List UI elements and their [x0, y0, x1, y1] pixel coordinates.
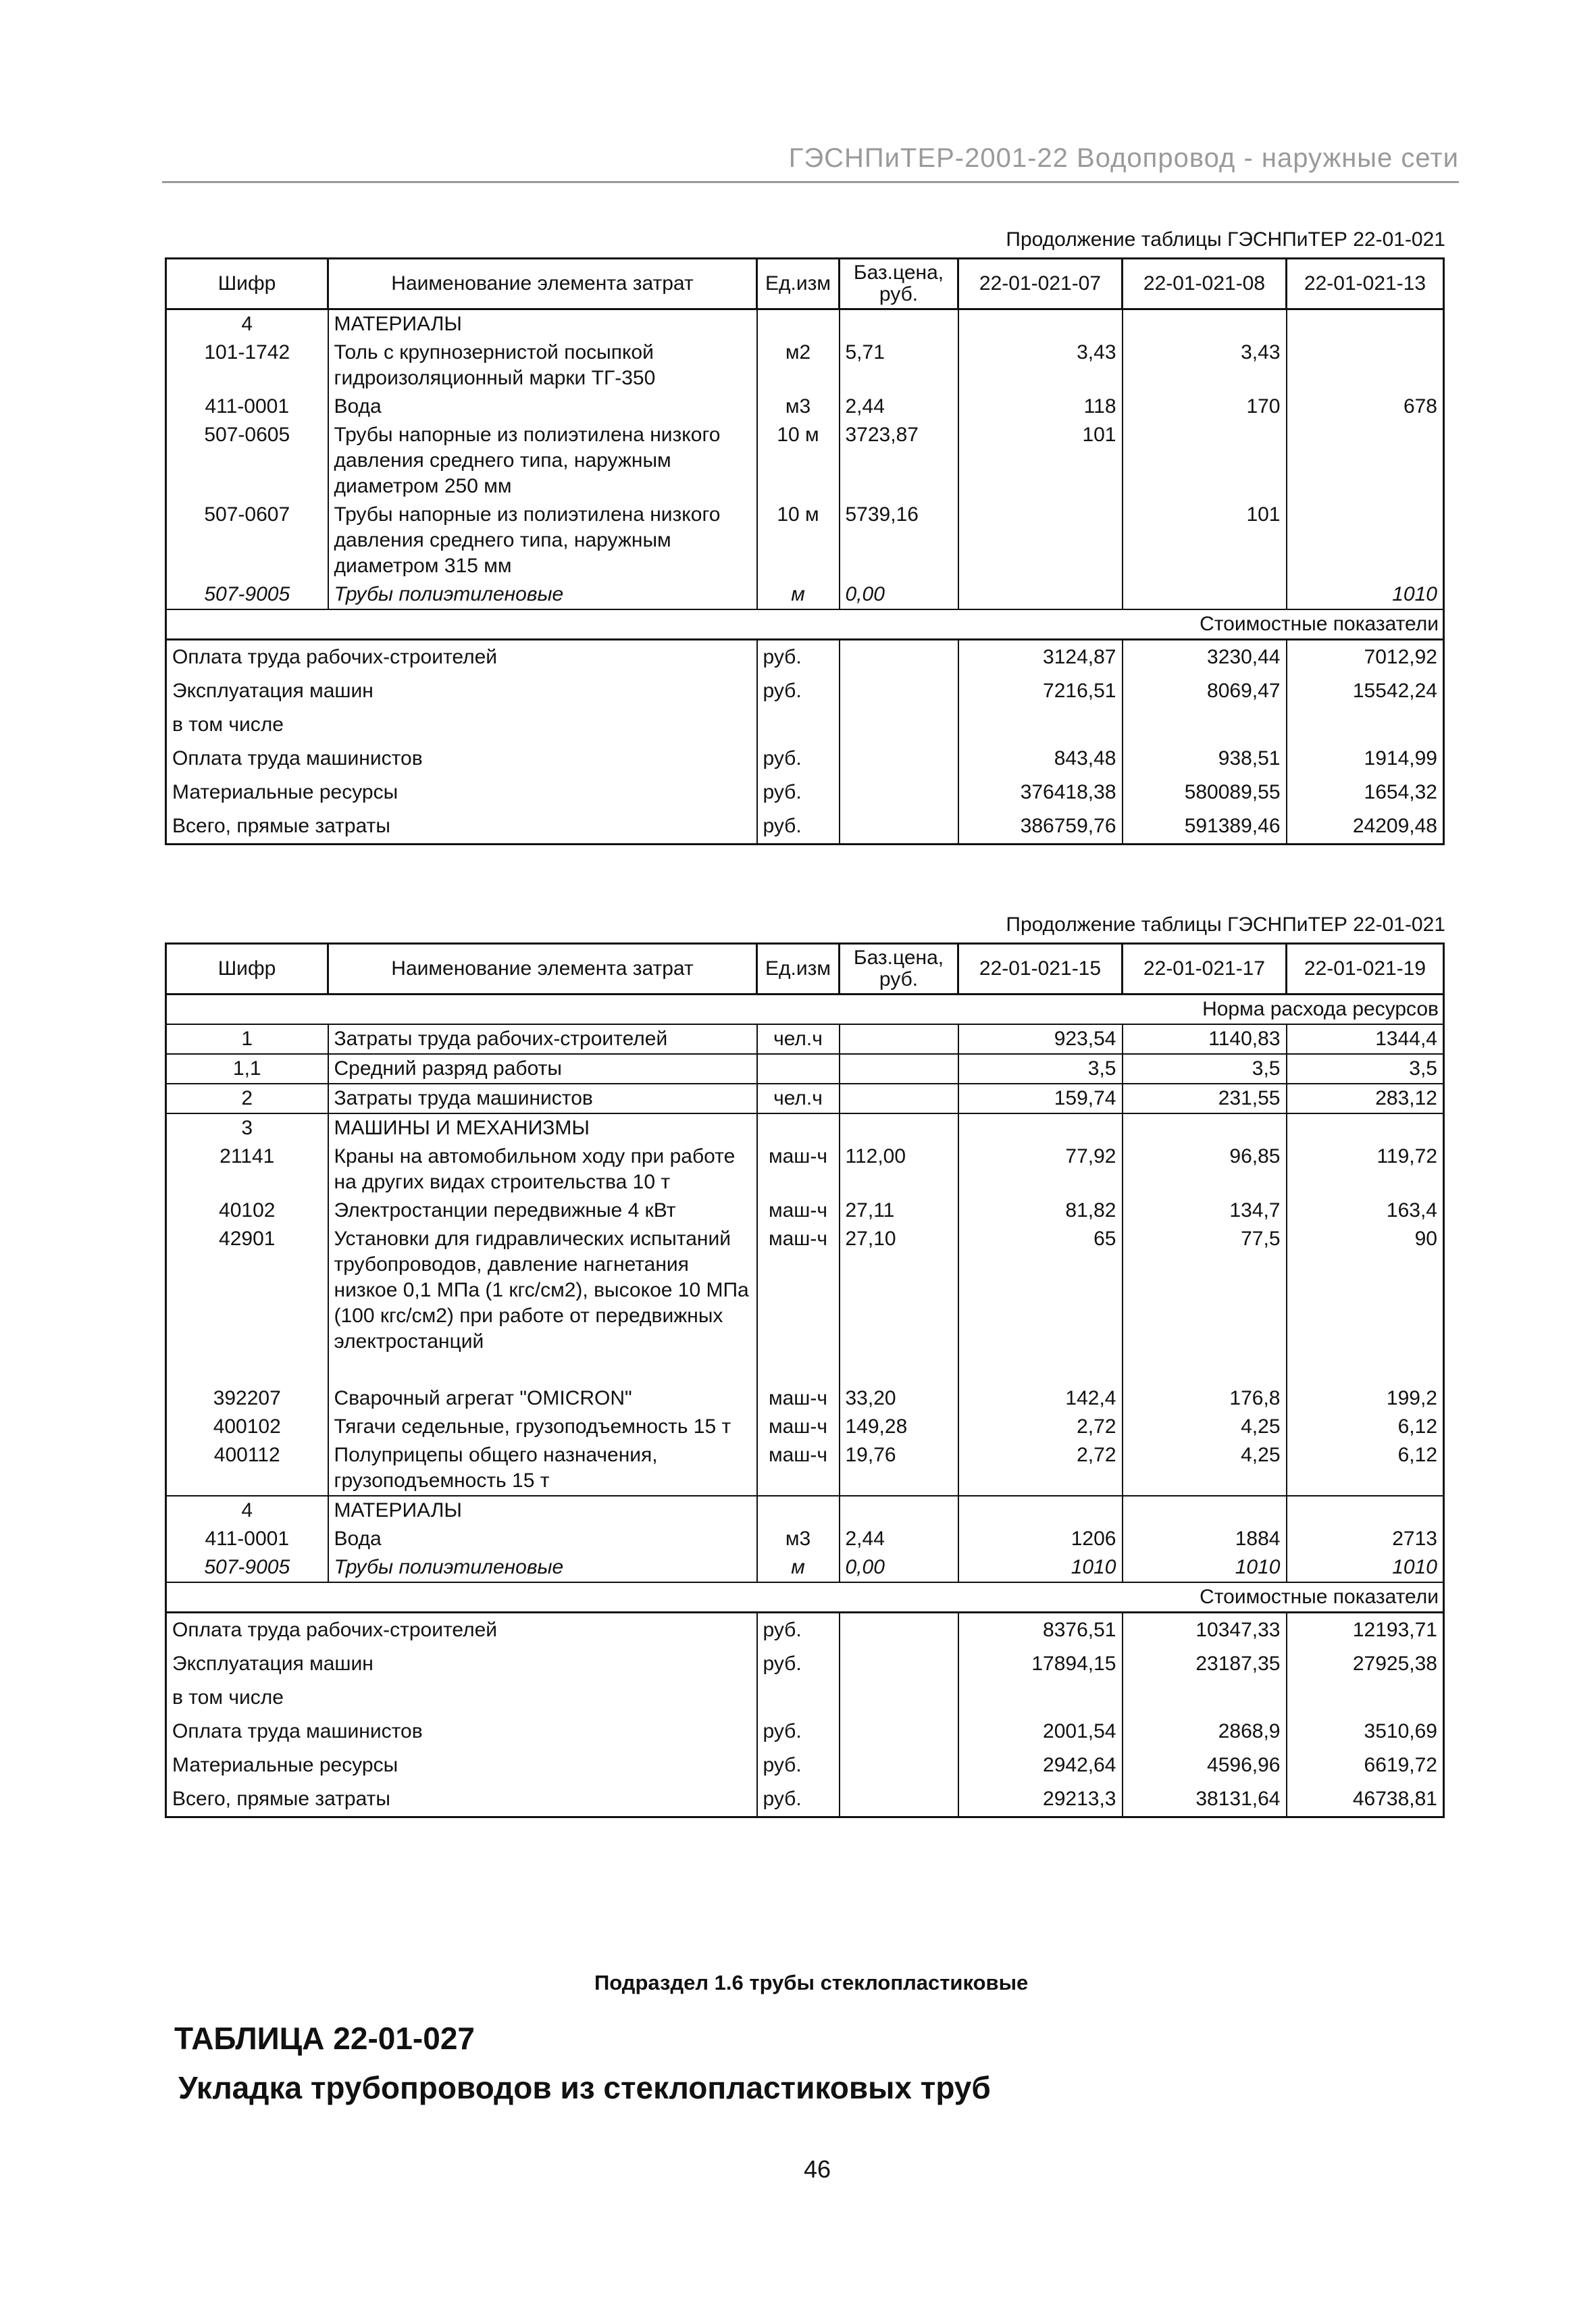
table-row: 42901 Установки для гидравлических испытаний трубопроводов, давление нагнетания низкое 0,1 МПа (1 кгс/см2), высокое 10 МПа (100 кгс/см2) при работе от передвижных электростанций маш-ч 27,10 65 77,5 90	[166, 1225, 1444, 1384]
table-row: 1 Затраты труда рабочих-строителей чел.ч 923,54 1140,83 1344,4	[166, 1024, 1444, 1054]
cost-banner: Стоимостные показатели	[166, 609, 1444, 640]
header-col-3: 22-01-021-19	[1287, 944, 1444, 995]
total-row: Оплата труда рабочих-строителей руб. 8376,51 10347,33 12193,71	[166, 1613, 1444, 1648]
section-row-materials	[166, 309, 1444, 339]
header-col-1: 22-01-021-15	[958, 944, 1123, 995]
header-col-1: 22-01-021-07	[958, 259, 1123, 309]
table1	[165, 257, 1445, 845]
header-unit: Ед.изм	[757, 944, 840, 995]
table-row: 2 Затраты труда машинистов чел.ч 159,74 231,55 283,12	[166, 1084, 1444, 1113]
table2	[165, 942, 1445, 1818]
section-row-materials	[166, 1496, 1444, 1525]
section-code: 4	[166, 309, 328, 339]
table-row: 411-0001 Вода м3 2,44 118 170 678	[166, 393, 1444, 421]
table-row: 507-9005 Трубы полиэтиленовые м 0,00 1010 1010 1010	[166, 1553, 1444, 1582]
table-row: 507-0607 Трубы напорные из полиэтилена низкого давления среднего типа, наружным диаметром 315 мм 10 м 5739,16 101	[166, 501, 1444, 580]
table2-header-row	[166, 944, 1444, 995]
header-unit: Ед.изм	[757, 259, 840, 309]
total-row: Материальные ресурсы руб. 376418,38 580089,55 1654,32	[166, 776, 1444, 809]
section-code: 3	[166, 1113, 328, 1142]
subsection-title: Подраздел 1.6 трубы стеклопластиковые	[594, 1971, 1029, 1994]
table-row: 101-1742 Толь с крупнозернистой посыпкой гидроизоляционный марки ТГ-350 м2 5,71 3,43 3,43	[166, 338, 1444, 393]
header-code: Шифр	[166, 259, 328, 309]
table-row: 400112 Полуприцепы общего назначения, грузоподъемность 15 т маш-ч 19,76 2,72 4,25 6,12	[166, 1441, 1444, 1496]
table-row: 392207 Сварочный агрегат "OMICRON" маш-ч 33,20 142,4 176,8 199,2	[166, 1384, 1444, 1413]
section-title: МАТЕРИАЛЫ	[328, 309, 757, 339]
section-row-machines	[166, 1113, 1444, 1142]
total-row: Оплата труда машинистов руб. 2001,54 2868,9 3510,69	[166, 1715, 1444, 1749]
total-row: Материальные ресурсы руб. 2942,64 4596,96 6619,72	[166, 1749, 1444, 1782]
norm-banner: Норма расхода ресурсов	[166, 995, 1444, 1025]
total-row: в том числе	[166, 708, 1444, 742]
total-row: Эксплуатация машин руб. 17894,15 23187,35 27925,38	[166, 1647, 1444, 1681]
table1-caption: Продолжение таблицы ГЭСНПиТЕР 22-01-021	[1006, 228, 1445, 251]
total-row: Всего, прямые затраты руб. 386759,76 591389,46 24209,48	[166, 809, 1444, 845]
table-row: 400102 Тягачи седельные, грузоподъемность 15 т маш-ч 149,28 2,72 4,25 6,12	[166, 1413, 1444, 1441]
total-row: Оплата труда рабочих-строителей руб. 3124,87 3230,44 7012,92	[166, 640, 1444, 675]
next-table-title: ТАБЛИЦА 22-01-027	[174, 2021, 475, 2056]
section-title: МАТЕРИАЛЫ	[328, 1496, 757, 1525]
table-row: 411-0001 Вода м3 2,44 1206 1884 2713	[166, 1525, 1444, 1553]
table2-caption: Продолжение таблицы ГЭСНПиТЕР 22-01-021	[1006, 913, 1445, 936]
total-row: Оплата труда машинистов руб. 843,48 938,51 1914,99	[166, 742, 1444, 776]
running-header: ГЭСНПиТЕР-2001-22 Водопровод - наружные сети	[788, 143, 1459, 173]
cost-banner-row	[166, 1582, 1444, 1613]
page-number: 46	[803, 2155, 831, 2183]
table1-header-row	[166, 259, 1444, 309]
next-table-subtitle: Укладка трубопроводов из стеклопластиковых труб	[178, 2070, 991, 2105]
total-row: в том числе	[166, 1681, 1444, 1715]
total-row: Эксплуатация машин руб. 7216,51 8069,47 15542,24	[166, 674, 1444, 708]
header-code: Шифр	[166, 944, 328, 995]
table-row: 507-0605 Трубы напорные из полиэтилена низкого давления среднего типа, наружным диаметром 250 мм 10 м 3723,87 101	[166, 421, 1444, 501]
header-col-2: 22-01-021-17	[1123, 944, 1287, 995]
section-title: МАШИНЫ И МЕХАНИЗМЫ	[328, 1113, 757, 1142]
norm-banner-row	[166, 995, 1444, 1025]
table-row: 40102 Электростанции передвижные 4 кВт маш-ч 27,11 81,82 134,7 163,4	[166, 1197, 1444, 1225]
header-rule	[162, 181, 1459, 183]
table-row: 1,1 Средний разряд работы 3,5 3,5 3,5	[166, 1054, 1444, 1084]
cost-banner-row	[166, 609, 1444, 640]
header-name: Наименование элемента затрат	[328, 259, 757, 309]
header-col-3: 22-01-021-13	[1287, 259, 1444, 309]
table-row: 507-9005 Трубы полиэтиленовые м 0,00 1010	[166, 580, 1444, 609]
total-row: Всего, прямые затраты руб. 29213,3 38131,64 46738,81	[166, 1782, 1444, 1817]
header-col-2: 22-01-021-08	[1123, 259, 1287, 309]
header-price: Баз.цена, руб.	[840, 259, 958, 309]
table-row: 21141 Краны на автомобильном ходу при работе на других видах строительства 10 т маш-ч 112,00 77,92 96,85 119,72	[166, 1142, 1444, 1197]
section-code: 4	[166, 1496, 328, 1525]
header-name: Наименование элемента затрат	[328, 944, 757, 995]
header-price: Баз.цена, руб.	[840, 944, 958, 995]
cost-banner: Стоимостные показатели	[166, 1582, 1444, 1613]
